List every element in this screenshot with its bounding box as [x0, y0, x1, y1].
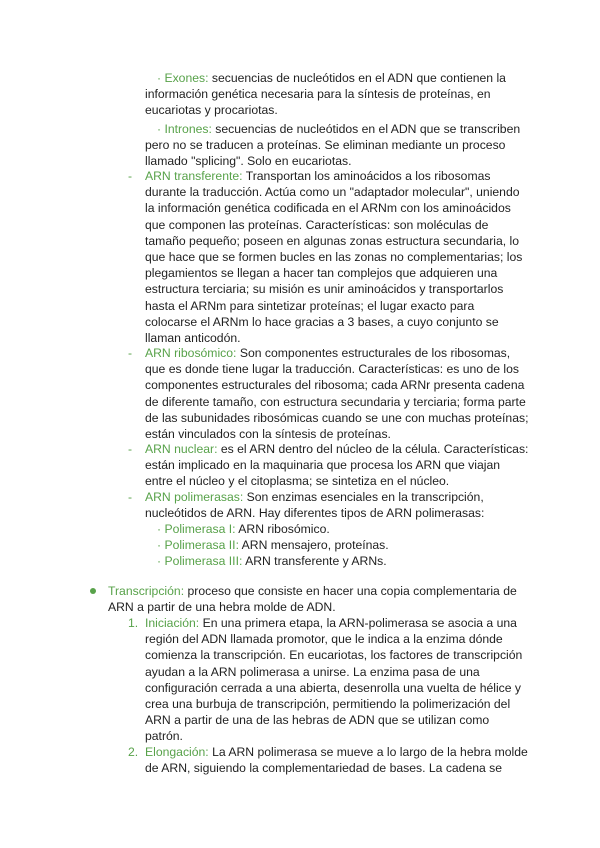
step-number: 1.	[128, 616, 139, 630]
subitem-intrones: · Intrones: secuencias de nucleótidos en el ADN que se transcriben pero no se traducen a proteínas. Se eliminan mediante un proceso llamado "splicing". Solo en eucariotas.	[145, 122, 521, 169]
polimerasa-item: · Polimerasa III: ARN transferente y ARNs.	[157, 554, 387, 569]
polimerasa-item: · Polimerasa I: ARN ribosómico.	[157, 522, 330, 536]
exones-term: · Exones:	[157, 71, 209, 85]
item-arn-ribosomico: ARN ribosómico: Son componentes estructurales de los ribosomas, que es donde tiene lugar la traducción. Características: es uno de los componentes estructurales del ribosoma; cada ARNr presenta cadena de diferente tamaño, con estructura secundaria y terciaria; forma parte de las subunidades ribosómicas cuando se une con muchas proteínas; están vinculados con la síntesis de proteínas.	[145, 346, 529, 442]
transcripcion-term: Transcripción:	[108, 584, 185, 598]
dash-marker: -	[128, 490, 133, 504]
exones-line3: eucariotas y procariotas.	[145, 103, 278, 118]
step-number: 2.	[128, 745, 139, 759]
item-arn-polimerasas: ARN polimerasas: Son enzimas esenciales en la transcripción, nucleótidos de ARN. Hay diferentes tipos de ARN polimerasas:	[145, 490, 485, 521]
item-transcripcion: Transcripción: proceso que consiste en hacer una copia complementaria de ARN a partir de una hebra molde de ADN.	[108, 584, 517, 615]
elongacion-term: Elongación:	[145, 745, 209, 759]
exones-line1: secuencias de nucleótidos en el ADN que contienen la	[211, 71, 506, 85]
intrones-term: · Intrones:	[157, 122, 212, 136]
step-elongacion: Elongación: La ARN polimerasa se mueve a lo largo de la hebra molde de ARN, siguiendo la complementariedad de bases. La cadena se	[145, 745, 528, 776]
dash-marker: -	[128, 346, 133, 360]
polimerasa-item: · Polimerasa II: ARN mensajero, proteínas.	[157, 538, 389, 553]
bullet-dot-icon	[90, 588, 96, 594]
subitem-exones	[145, 70, 525, 119]
arn-ribosomico-term: ARN ribosómico:	[145, 346, 237, 360]
arn-polimerasas-term: ARN polimerasas:	[145, 490, 244, 504]
exones-line2: información genética necesaria para la síntesis de proteínas, en	[145, 87, 491, 102]
dash-marker: -	[128, 442, 133, 456]
item-arn-nuclear: ARN nuclear: es el ARN dentro del núcleo de la célula. Características: están implicado en la maquinaria que procesa los ARN que viajan entre el núcleo y el citoplasma; se sintetiza en el núcleo.	[145, 442, 529, 489]
dash-marker: -	[128, 169, 133, 183]
polimerasa-list	[157, 521, 527, 570]
step-iniciacion: Iniciación: En una primera etapa, la ARN-polimerasa se asocia a una región del ADN llamada promotor, que le indica a la enzima dónde comienza la transcripción. En eucariotas, los factores de transcripción ayudan a la ARN polimerasa a unirse. La enzima pasa de una configuración cerrada a una abierta, desenrolla una vuelta de hélice y crea una burbuja de transcripción, permitiendo la polimerización del ARN a partir de una de las hebras de ADN que se utilizan como patrón.	[145, 616, 523, 744]
item-arn-transferente: ARN transferente: Transportan los aminoácidos a los ribosomas durante la traducción. Actúa como un "adaptador molecular", uniendo la información genética codificada en el ARNm con los aminoácidos que componen las proteínas. Características: son moléculas de tamaño pequeño; poseen en algunas zonas estructura secundaria, lo que hace que se formen bucles en las zonas no complementarias; los plegamientos se llegan a hacer tan complejos que adquieren una estructura terciaria; su misión es unir aminoácidos y transportarlos hasta el ARNm para sintetizar proteínas; el lugar exacto para colocarse el ARNm lo hace gracias a 3 bases, a cuyo conjunto se llaman anticodón.	[145, 169, 523, 346]
arn-nuclear-term: ARN nuclear:	[145, 442, 218, 456]
iniciacion-term: Iniciación:	[145, 616, 200, 630]
arn-transferente-term: ARN transferente:	[145, 169, 243, 183]
